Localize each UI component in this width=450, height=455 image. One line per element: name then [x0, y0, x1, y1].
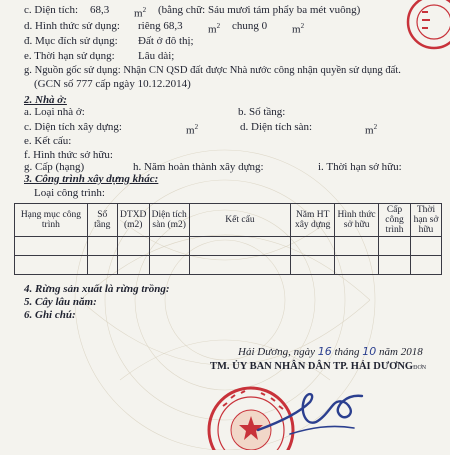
floors-label: b. Số tầng:	[238, 106, 286, 118]
col-floor-area: Diện tích sàn (m2)	[149, 204, 189, 237]
section-6-title: 6. Ghi chú:	[24, 309, 76, 321]
col-dtxd: DTXD (m2)	[117, 204, 149, 237]
signature	[250, 382, 370, 447]
col-grade: Cấp công trình	[379, 204, 411, 237]
structure-label: e. Kết cấu:	[24, 135, 72, 147]
term-label: e. Thời hạn sử dụng:	[24, 50, 115, 62]
col-structure: Kết cấu	[189, 204, 291, 237]
purpose-value: Đất ở đô thị;	[138, 35, 194, 47]
col-ownership: Hình thức sở hữu	[335, 204, 379, 237]
certificate-ref: (GCN số 777 cấp ngày 10.12.2014)	[34, 78, 191, 90]
section-3-title: 3. Công trình xây dựng khác:	[24, 173, 159, 185]
usage-form-row: d. Hình thức sử dụng: riêng 68,3 $m^2$ chung 0 $m^2$	[24, 20, 305, 36]
ownership-term-label: i. Thời hạn sở hữu:	[318, 161, 402, 173]
table-row	[15, 256, 442, 275]
date-month: 10	[362, 345, 377, 358]
land-area-unit: m	[134, 7, 143, 20]
land-area-words: (bằng chữ: Sáu mươi tám phẩy ba mét vuông)	[158, 4, 361, 16]
land-area-row: c. Diện tích: 68,3 $m^2$ (bằng chữ: Sáu mươi tám phẩy ba mét vuông)	[24, 4, 361, 20]
col-item: Hạng mục công trình	[15, 204, 88, 237]
place-date	[238, 345, 423, 359]
grade-label: g. Cấp (hạng)	[24, 161, 85, 173]
col-year: Năm HT xây dựng	[291, 204, 335, 237]
usage-form-label: d. Hình thức sử dụng:	[24, 20, 120, 32]
purpose-label: đ. Mục đích sử dụng:	[24, 35, 118, 47]
section-4-title: 4. Rừng sản xuất là rừng trồng:	[24, 283, 170, 295]
col-floors: Số tầng	[87, 204, 117, 237]
floor-area-unit: m	[365, 124, 374, 137]
date-month-label: tháng	[334, 346, 360, 358]
date-year: năm 2018	[379, 346, 423, 358]
construction-area-label: c. Diện tích xây dựng:	[24, 121, 122, 133]
land-area-label: c. Diện tích:	[24, 4, 79, 16]
construction-type-label: Loại công trình:	[34, 187, 105, 199]
usage-form-shared: chung 0	[232, 20, 268, 32]
issuing-authority	[210, 360, 426, 375]
completion-year-label: h. Năm hoàn thành xây dựng:	[133, 161, 264, 173]
usage-form-unit: m	[208, 23, 217, 36]
section-2-title: 2. Nhà ở:	[24, 94, 67, 106]
land-area-value: 68,3	[90, 4, 110, 16]
table-header-row	[15, 204, 442, 237]
usage-form-private: riêng 68,3	[138, 20, 183, 32]
ownership-form-label: f. Hình thức sở hữu:	[24, 149, 113, 161]
floor-area-label: d. Diện tích sàn:	[240, 121, 313, 133]
term-row	[24, 50, 175, 63]
term-value: Lâu dài;	[138, 50, 175, 62]
section-5-title: 5. Cây lâu năm:	[24, 296, 97, 308]
place-date-prefix: Hải Dương, ngày	[238, 346, 315, 358]
issuing-authority-name: TM. ỦY BAN NHÂN DÂN TP. HẢI DƯƠNG	[210, 361, 414, 372]
col-term: Thời hạn sở hữu	[410, 204, 441, 237]
issuing-authority-suffix: ĐƠN	[413, 365, 427, 371]
house-type-label: a. Loại nhà ở:	[24, 106, 85, 118]
date-day: 16	[317, 345, 332, 358]
origin-row: g. Nguồn gốc sử dụng: Nhận CN QSD đất được Nhà nước công nhận quyền sử dụng đất.	[24, 65, 401, 76]
construction-area-unit: m	[186, 124, 195, 137]
other-constructions-table	[14, 203, 442, 275]
usage-form-unit-2: m	[292, 23, 301, 36]
table-row	[15, 237, 442, 256]
purpose-row	[24, 35, 194, 48]
